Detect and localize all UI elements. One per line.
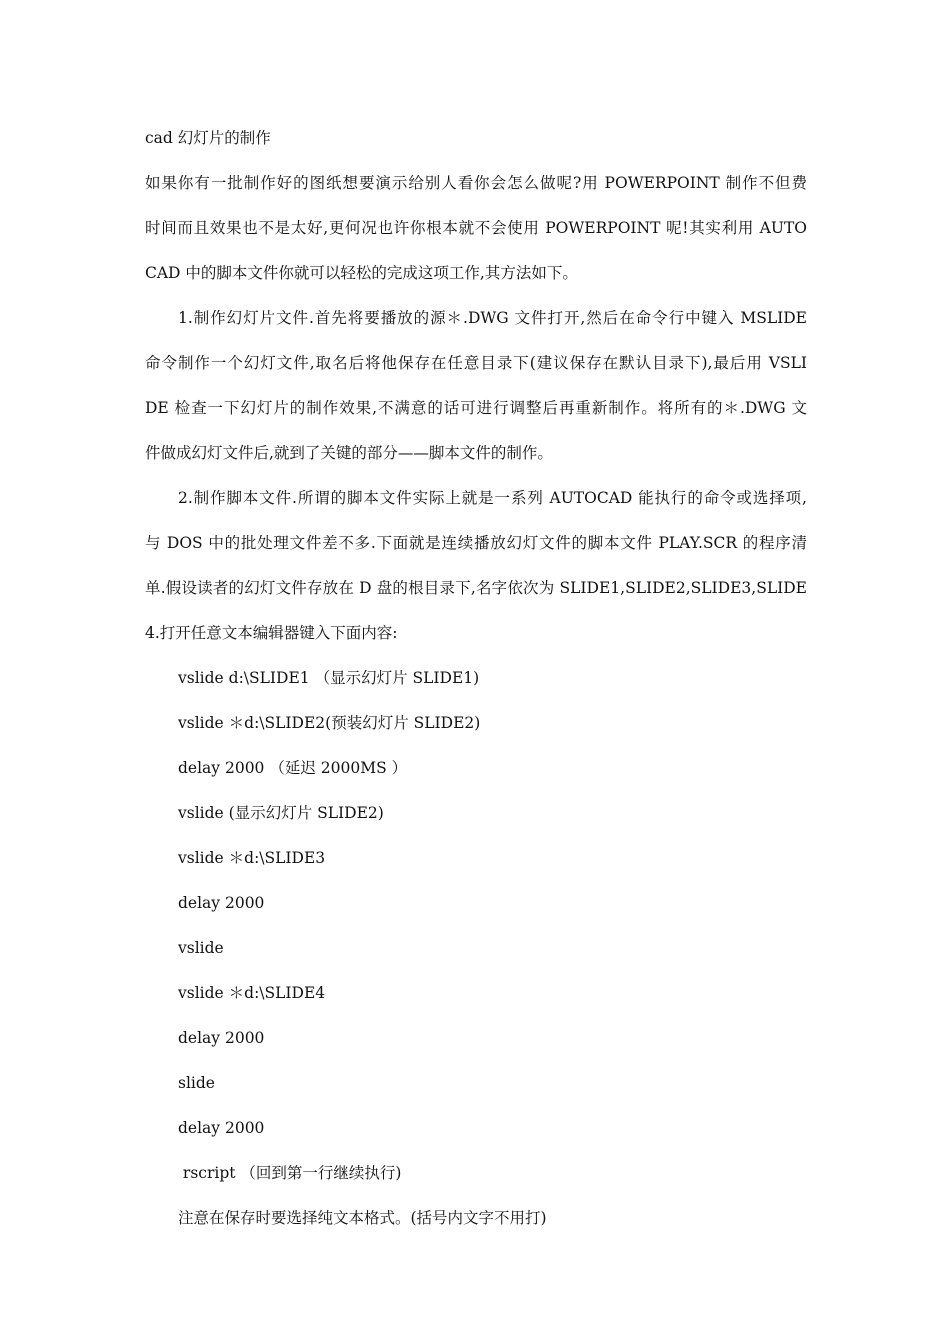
paragraph-1-line-2: 时间而且效果也不是太好,更何况也许你根本就不会使用 POWERPOINT 呢!其实利用 AUTO	[145, 219, 807, 237]
paragraph-1-line-1: 如果你有一批制作好的图纸想要演示给别人看你会怎么做呢?用 POWERPOINT 制作不但费	[145, 174, 807, 192]
script-line-12: rscript （回到第一行继续执行)	[178, 1164, 402, 1182]
script-line-11: delay 2000	[178, 1119, 265, 1137]
script-line-3: delay 2000 （延迟 2000MS ）	[178, 759, 408, 777]
paragraph-2-line-4: 件做成幻灯文件后,就到了关键的部分——脚本文件的制作。	[145, 444, 553, 462]
script-line-6: delay 2000	[178, 894, 265, 912]
script-line-4: vslide (显示幻灯片 SLIDE2)	[178, 804, 384, 822]
script-line-10: slide	[178, 1074, 215, 1092]
paragraph-3-line-2: 与 DOS 中的批处理文件差不多.下面就是连续播放幻灯文件的脚本文件 PLAY.SCR 的程序清	[145, 534, 807, 552]
paragraph-1-line-3: CAD 中的脚本文件你就可以轻松的完成这项工作,其方法如下。	[145, 264, 578, 282]
paragraph-3-line-1: 2.制作脚本文件.所谓的脚本文件实际上就是一系列 AUTOCAD 能执行的命令或选择项,	[178, 489, 807, 507]
paragraph-3-line-3: 单.假设读者的幻灯文件存放在 D 盘的根目录下,名字依次为 SLIDE1,SLIDE2,SLIDE3,SLIDE	[145, 579, 807, 597]
paragraph-2-line-3: DE 检查一下幻灯片的制作效果,不满意的话可进行调整后再重新制作。将所有的＊.DWG 文	[145, 399, 807, 417]
script-line-5: vslide ＊d:\SLIDE3	[178, 849, 326, 867]
paragraph-2-line-1: 1.制作幻灯片文件.首先将要播放的源＊.DWG 文件打开,然后在命令行中键入 MSLIDE	[178, 309, 807, 327]
script-line-1: vslide d:\SLIDE1 （显示幻灯片 SLIDE1)	[178, 669, 480, 687]
script-line-2: vslide ＊d:\SLIDE2(预装幻灯片 SLIDE2)	[178, 714, 481, 732]
script-line-7: vslide	[178, 939, 224, 957]
script-line-8: vslide ＊d:\SLIDE4	[178, 984, 326, 1002]
save-note: 注意在保存时要选择纯文本格式。(括号内文字不用打)	[178, 1209, 547, 1227]
script-line-9: delay 2000	[178, 1029, 265, 1047]
paragraph-3-line-4: 4.打开任意文本编辑器键入下面内容:	[145, 624, 398, 642]
paragraph-2-line-2: 命令制作一个幻灯文件,取名后将他保存在任意目录下(建议保存在默认目录下),最后用 VSLI	[145, 354, 807, 372]
document-title: cad 幻灯片的制作	[145, 129, 271, 147]
